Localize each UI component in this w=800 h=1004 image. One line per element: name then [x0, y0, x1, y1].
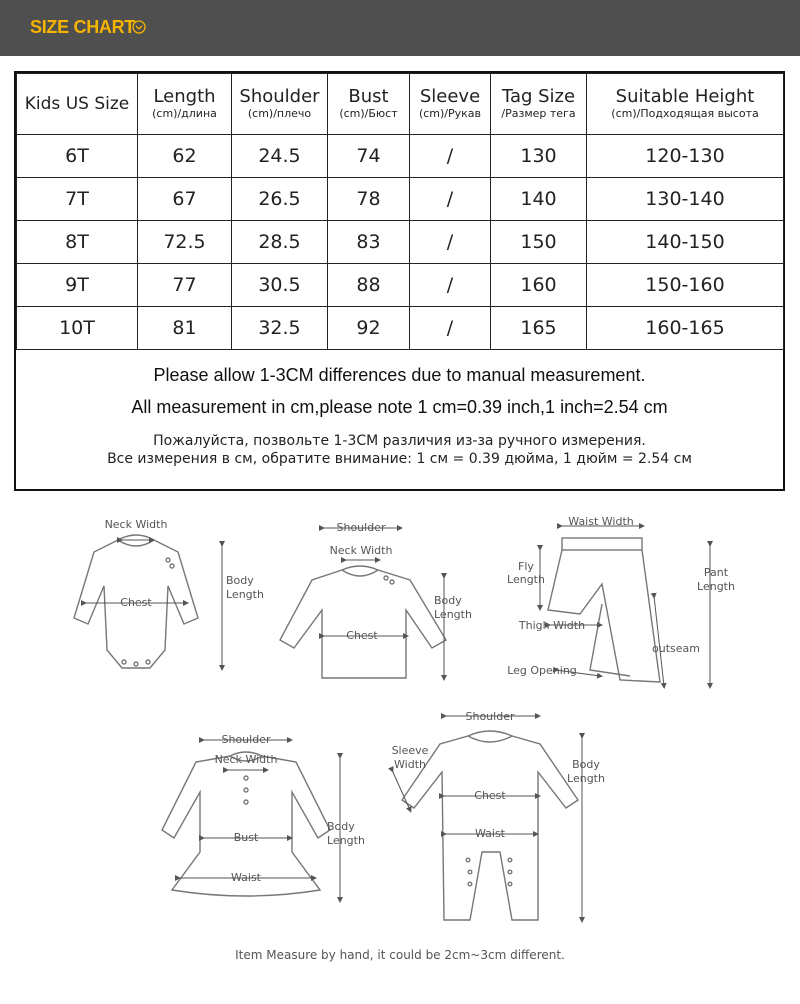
table-cell: /: [410, 135, 491, 178]
table-cell: 10T: [17, 307, 138, 350]
tshirt-chest-label: Chest: [346, 629, 378, 642]
table-cell: 24.5: [232, 135, 328, 178]
header-cell: Length (cm)/длина: [138, 74, 232, 135]
romper-sleeve-label-1: Sleeve: [391, 744, 429, 757]
table-cell: 120-130: [587, 135, 784, 178]
table-cell: 32.5: [232, 307, 328, 350]
table-cell: 130-140: [587, 178, 784, 221]
romper-body-label-2: Length: [567, 772, 605, 785]
table-row: [17, 264, 784, 307]
table-cell: 150-160: [587, 264, 784, 307]
romper-body-label-1: Body: [572, 758, 600, 771]
header-cell: Bust (cm)/Бюст: [328, 74, 410, 135]
pants-fly-label-2: Length: [507, 573, 545, 586]
romper-shoulder-label: Shoulder: [465, 710, 515, 723]
table-cell: 9T: [17, 264, 138, 307]
table-cell: 62: [138, 135, 232, 178]
table-row: [17, 221, 784, 264]
table-cell: 150: [491, 221, 587, 264]
table-cell: 81: [138, 307, 232, 350]
note-english-1: Please allow 1-3CM differences due to manual measurement.: [153, 365, 646, 385]
table-header-row: [17, 74, 784, 135]
dress-body-label-2: Length: [327, 834, 365, 847]
romper-waist-label: Waist: [474, 827, 506, 840]
note-russian-1: Пожалуйста, позвольте 1-3CM различия из-за ручного измерения.: [153, 433, 646, 449]
table-cell: 165: [491, 307, 587, 350]
size-chart-title: SIZE CHART: [30, 17, 136, 37]
measurement-notes: [16, 343, 783, 489]
dress-waist-label: Waist: [230, 871, 262, 884]
header-cell: Kids US Size: [17, 74, 138, 135]
pants-fly-label-1: Fly: [518, 560, 534, 573]
bodysuit-body-label-2: Length: [226, 588, 264, 601]
pants-illustration: [548, 538, 660, 682]
pants-thigh-label: Thigh Width: [518, 619, 586, 632]
table-cell: 88: [328, 264, 410, 307]
romper-sleeve-label-2: Width: [394, 758, 426, 771]
dress-bust-label: Bust: [233, 831, 259, 844]
bodysuit-chest-label: Chest: [120, 596, 152, 609]
measurement-diagram: [0, 500, 800, 940]
chevron-down-circle-icon: [132, 20, 146, 34]
table-cell: 160-165: [587, 307, 784, 350]
header-cell: Sleeve (cm)/Рукав: [410, 74, 491, 135]
table-cell: 74: [328, 135, 410, 178]
header-cell: Shoulder (cm)/плечо: [232, 74, 328, 135]
table-cell: 7T: [17, 178, 138, 221]
table-cell: 83: [328, 221, 410, 264]
tshirt-illustration: [280, 566, 446, 678]
dress-neck-label: Neck Width: [214, 753, 278, 766]
table-cell: 77: [138, 264, 232, 307]
footer-note: Item Measure by hand, it could be 2cm~3cm different.: [235, 948, 565, 962]
garment-illustrations: [0, 500, 800, 940]
header-bar: [0, 0, 800, 56]
tshirt-body-label-1: Body: [434, 594, 462, 607]
pants-outseam-label: outseam: [652, 642, 700, 655]
pants-leg-opening-label: Leg Opening: [507, 664, 577, 677]
dress-shoulder-label: Shoulder: [221, 733, 271, 746]
table-cell: /: [410, 307, 491, 350]
table-cell: 30.5: [232, 264, 328, 307]
dress-body-label-1: Body: [327, 820, 355, 833]
bodysuit-body-label-1: Body: [226, 574, 254, 587]
tshirt-neck-label: Neck Width: [329, 544, 393, 557]
pants-length-label-1: Pant: [703, 566, 729, 579]
table-cell: /: [410, 221, 491, 264]
table-cell: /: [410, 178, 491, 221]
header-cell: Tag Size /Размер тега: [491, 74, 587, 135]
table-cell: 26.5: [232, 178, 328, 221]
table-cell: 28.5: [232, 221, 328, 264]
size-table: [16, 73, 784, 350]
table-row: [17, 178, 784, 221]
table-cell: 140-150: [587, 221, 784, 264]
romper-chest-label: Chest: [474, 789, 506, 802]
table-cell: 6T: [17, 135, 138, 178]
romper-illustration: [402, 731, 578, 920]
bodysuit-neck-label: Neck Width: [104, 518, 168, 531]
table-cell: 130: [491, 135, 587, 178]
note-english-2: All measurement in cm,please note 1 cm=0.39 inch,1 inch=2.54 cm: [131, 397, 668, 417]
size-table-box: [14, 71, 785, 491]
table-cell: 8T: [17, 221, 138, 264]
table-cell: /: [410, 264, 491, 307]
table-cell: 160: [491, 264, 587, 307]
pants-length-label-2: Length: [697, 580, 735, 593]
table-cell: 78: [328, 178, 410, 221]
tshirt-shoulder-label: Shoulder: [336, 521, 386, 534]
table-row: [17, 135, 784, 178]
table-cell: 140: [491, 178, 587, 221]
table-cell: 67: [138, 178, 232, 221]
table-cell: 72.5: [138, 221, 232, 264]
header-cell: Suitable Height (cm)/Подходящая высота: [587, 74, 784, 135]
tshirt-body-label-2: Length: [434, 608, 472, 621]
note-russian-2: Все измерения в см, обратите внимание: 1 см = 0.39 дюйма, 1 дюйм = 2.54 см: [107, 451, 692, 467]
table-cell: 92: [328, 307, 410, 350]
pants-waist-label: Waist Width: [568, 515, 634, 528]
